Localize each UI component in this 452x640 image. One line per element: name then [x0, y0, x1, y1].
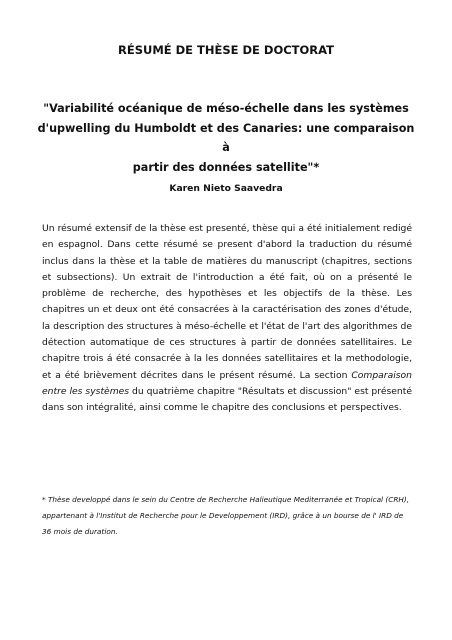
summary-text-part-2: du quatrième chapitre "Résultats et discussion" est présenté dans son intégralité, ainsi comme le chapitre des conclusions et perspectives.	[42, 385, 412, 414]
author-name: Karen Nieto Saavedra	[169, 183, 283, 194]
summary-paragraph	[42, 221, 412, 417]
thesis-title-line-2: d'upwelling du Humboldt et des Canaries: une comparaison à	[37, 121, 415, 154]
summary-text-part-1: Un résumé extensif de la thèse est presenté, thèse qui a été initialement redigé en espagnol. Dans cette résumé se present d'abord la traduction du résumé inclus dans la thèse et la table de matières du manuscript (chapitres, sections et subsections). Un extrait de l'introduction a été fait, où on a présenté le problème de recherche, des hypothèses et les objectifs de la thèse. Les chapitres un et deux ont été consacrées à la caractérisation des zones d'étude, la description des structures à méso-échelle et l'état de l'art des algorithmes de détection automatique de ces structures à partir de données satellitaires. Le chapitre trois á été consacrée à la les données satellitaires et la methodologie, et a été brièvement décrites dans le présent résumé. La section	[42, 223, 412, 381]
document-heading: RÉSUMÉ DE THÈSE DE DOCTORAT	[117, 43, 334, 57]
thesis-title-line-1: "Variabilité océanique de méso-échelle dans les systèmes	[43, 102, 409, 115]
footnote: * Thèse developpé dans le sein du Centre de Recherche Halieutique Mediterranée et Tropical (CRH), appartenant à l'Institut de Recherche pour le Developpement (IRD), grâce à un bourse de l' IRD de 36 mois de duration.	[42, 495, 410, 536]
summary-italic-section-name: Comparaison entre les systèmes	[42, 369, 412, 397]
thesis-title-line-3: partir des données satellite"*	[132, 160, 320, 174]
thesis-title	[36, 99, 416, 177]
